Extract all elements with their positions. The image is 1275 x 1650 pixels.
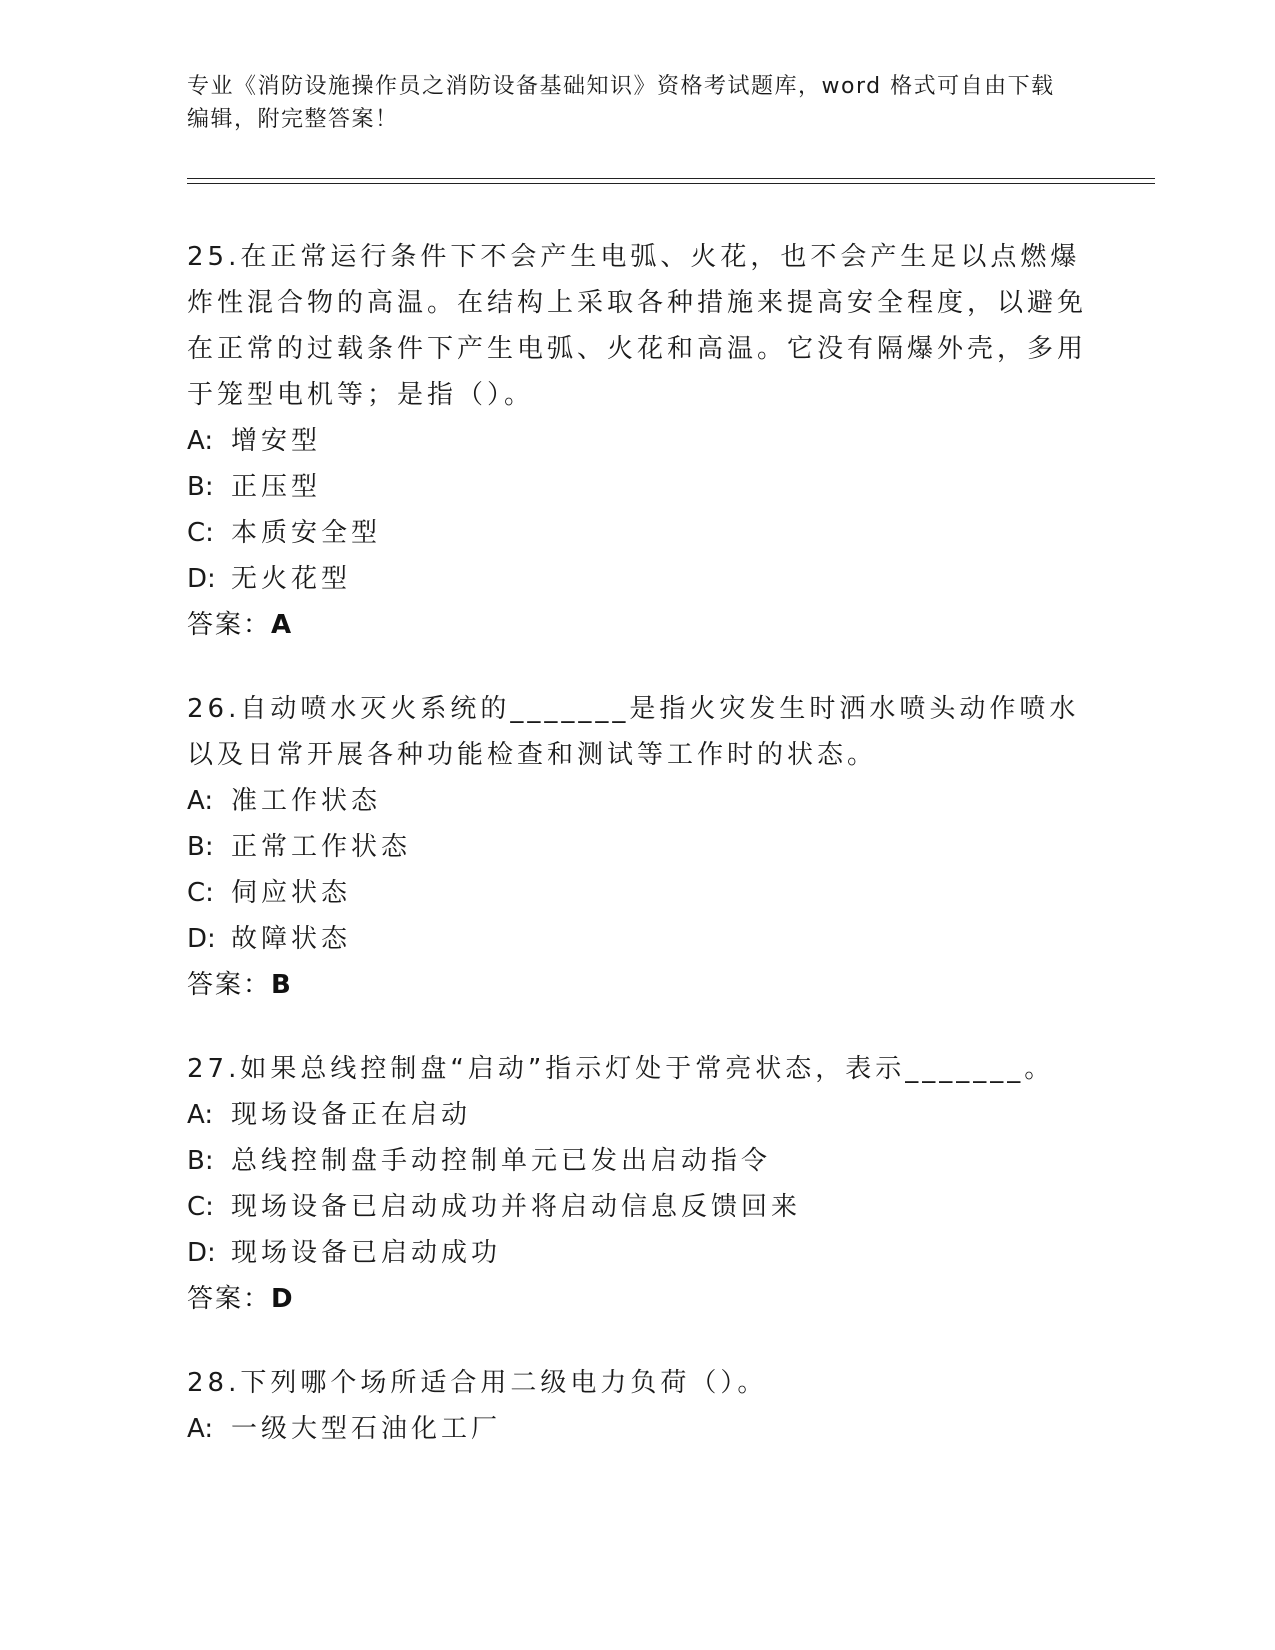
- option-letter: A:: [187, 1100, 214, 1130]
- option-text: 本质安全型: [231, 518, 382, 548]
- option-text: 增安型: [231, 426, 322, 456]
- question-stem: 25.在正常运行条件下不会产生电弧、火花，也不会产生足以点燃爆炸性混合物的高温。在结构上采取各种措施来提高安全程度，以避免在正常的过载条件下产生电弧、火花和高温。它没有隔爆外壳，多用于笼型电机等；是指（）。: [187, 242, 1088, 410]
- option-text: 无火花型: [231, 564, 352, 594]
- option-letter: A:: [187, 1414, 214, 1444]
- option-letter: B:: [187, 1146, 214, 1176]
- option-text: 正压型: [231, 472, 322, 502]
- option-letter: B:: [187, 832, 214, 862]
- option-text: 总线控制盘手动控制单元已发出启动指令: [231, 1146, 772, 1176]
- question-25: [187, 234, 1087, 648]
- option-d: [187, 556, 1087, 602]
- question-28: [187, 1360, 1087, 1452]
- option-a: [187, 418, 1087, 464]
- option-b: [187, 1138, 1087, 1184]
- option-letter: D:: [187, 1238, 216, 1268]
- option-letter: B:: [187, 472, 214, 502]
- option-letter: D:: [187, 924, 216, 954]
- answer-label: 答案：: [187, 610, 272, 640]
- option-c: [187, 870, 1087, 916]
- option-c: [187, 1184, 1087, 1230]
- option-text: 正常工作状态: [231, 832, 412, 862]
- answer-line: [187, 962, 1087, 1008]
- question-stem: 28.下列哪个场所适合用二级电力负荷（）。: [187, 1368, 768, 1398]
- option-text: 现场设备已启动成功并将启动信息反馈回来: [231, 1192, 802, 1222]
- answer-label: 答案：: [187, 1284, 272, 1314]
- option-text: 准工作状态: [231, 786, 382, 816]
- question-stem: 27.如果总线控制盘“启动”指示灯处于常亮状态，表示_______。: [187, 1054, 1055, 1084]
- option-letter: A:: [187, 786, 214, 816]
- question-26: [187, 686, 1087, 1008]
- option-d: [187, 1230, 1087, 1276]
- option-text: 故障状态: [231, 924, 352, 954]
- option-text: 一级大型石油化工厂: [231, 1414, 502, 1444]
- option-d: [187, 916, 1087, 962]
- answer-label: 答案：: [187, 970, 272, 1000]
- option-a: [187, 1406, 1087, 1452]
- option-letter: C:: [187, 518, 214, 548]
- option-b: [187, 824, 1087, 870]
- option-letter: C:: [187, 1192, 214, 1222]
- answer-value: B: [271, 970, 292, 1000]
- answer-line: [187, 602, 1087, 648]
- option-text: 现场设备已启动成功: [231, 1238, 502, 1268]
- option-letter: C:: [187, 878, 214, 908]
- document-header: 专业《消防设施操作员之消防设备基础知识》资格考试题库，word 格式可自由下载编辑，附完整答案！: [187, 74, 1055, 132]
- option-b: [187, 464, 1087, 510]
- answer-line: [187, 1276, 1087, 1322]
- option-a: [187, 1092, 1087, 1138]
- question-27: [187, 1046, 1087, 1322]
- option-letter: A:: [187, 426, 214, 456]
- answer-value: A: [271, 610, 293, 640]
- answer-value: D: [271, 1284, 294, 1314]
- option-c: [187, 510, 1087, 556]
- option-letter: D:: [187, 564, 216, 594]
- header-divider-bottom: [187, 183, 1155, 184]
- header-divider-top: [187, 178, 1155, 179]
- question-list: [187, 234, 1087, 1490]
- option-a: [187, 778, 1087, 824]
- question-stem: 26.自动喷水灭火系统的_______是指火灾发生时洒水喷头动作喷水以及日常开展各种功能检查和测试等工作时的状态。: [187, 694, 1080, 770]
- option-text: 现场设备正在启动: [231, 1100, 472, 1130]
- option-text: 伺应状态: [231, 878, 352, 908]
